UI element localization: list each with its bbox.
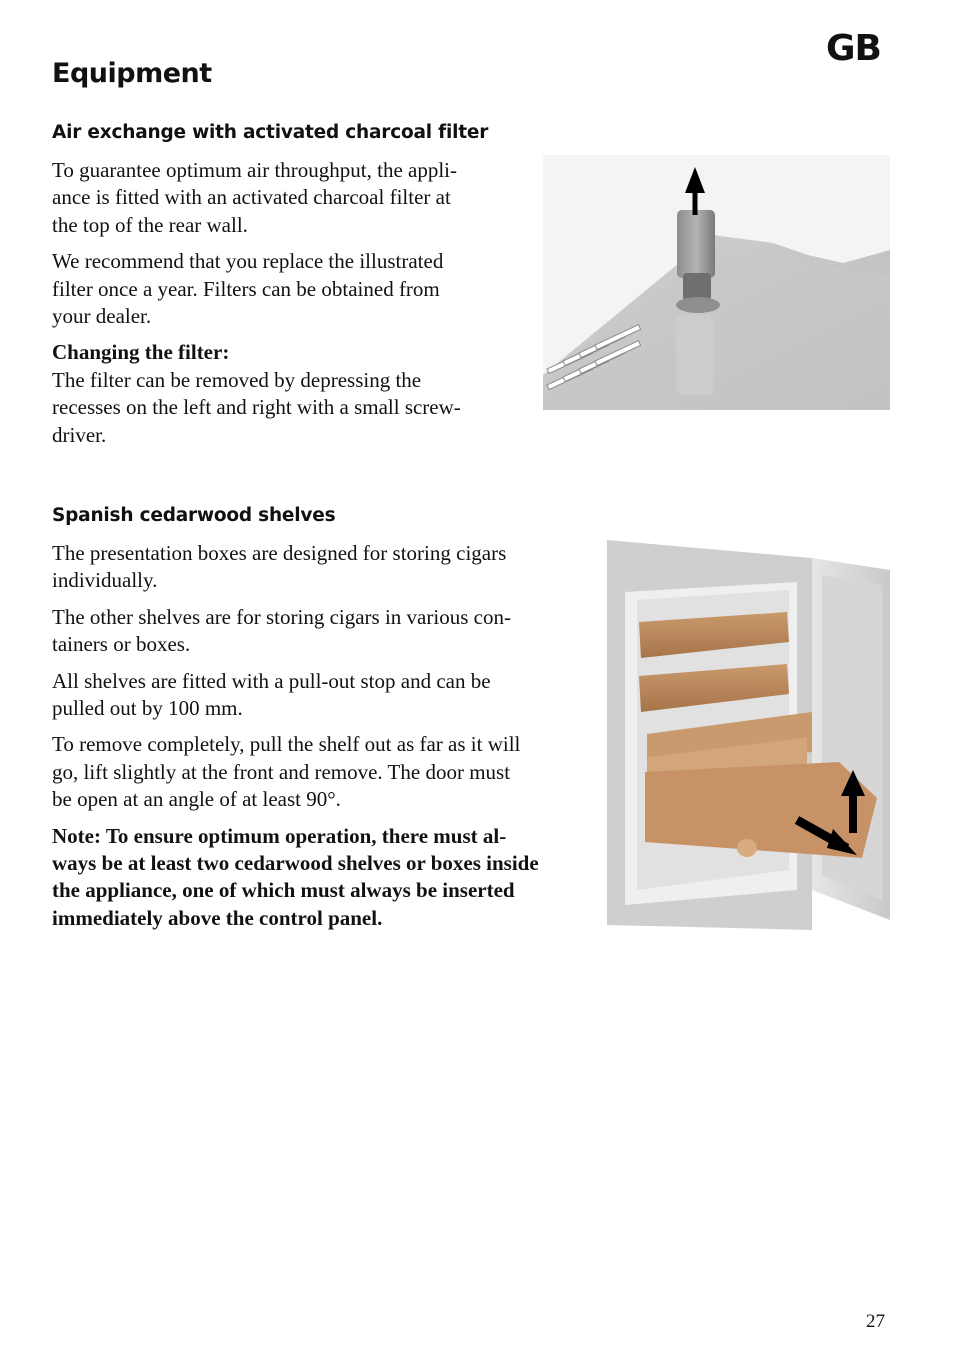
- charcoal-filter-illustration: [543, 155, 890, 410]
- shelves-note: Note: To ensure optimum operation, there must al- ways be at least two cedarwood shelves or boxes inside the appliance, one of which must always be inserted immediately above the control panel.: [52, 823, 539, 930]
- shelves-paragraph-1: The presentation boxes are designed for storing cigars individually.: [52, 541, 507, 593]
- shelves-section-text: [52, 540, 597, 941]
- cedarwood-shelves-illustration: [607, 530, 890, 945]
- filter-changing-paragraph: Changing the filter: The filter can be removed by depressing the recesses on the left and right with a small screw- driver.: [52, 340, 461, 447]
- shelves-paragraph-4: To remove completely, pull the shelf out as far as it will go, lift slightly at the front and remove. The door must be open at an angle of at least 90°.: [52, 732, 521, 812]
- shelves-paragraph-3: All shelves are fitted with a pull-out stop and can be pulled out by 100 mm.: [52, 668, 491, 721]
- filter-section-heading: Air exchange with activated charcoal filter: [52, 122, 489, 143]
- shelves-section-heading: Spanish cedarwood shelves: [52, 505, 336, 526]
- filter-section-text: [52, 157, 532, 458]
- changing-filter-label: Changing the filter:: [52, 340, 230, 365]
- page-number: 27: [866, 1311, 885, 1332]
- shelves-paragraph-2: The other shelves are for storing cigars in various con- tainers or boxes.: [52, 604, 511, 657]
- filter-paragraph-2: We recommend that you replace the illustrated filter once a year. Filters can be obtained from your dealer.: [52, 249, 444, 329]
- page-title: Equipment: [52, 58, 212, 89]
- language-code: GB: [826, 28, 881, 69]
- filter-paragraph-1: To guarantee optimum air throughput, the appli- ance is fitted with an activated charcoal filter at the top of the rear wall.: [52, 158, 458, 237]
